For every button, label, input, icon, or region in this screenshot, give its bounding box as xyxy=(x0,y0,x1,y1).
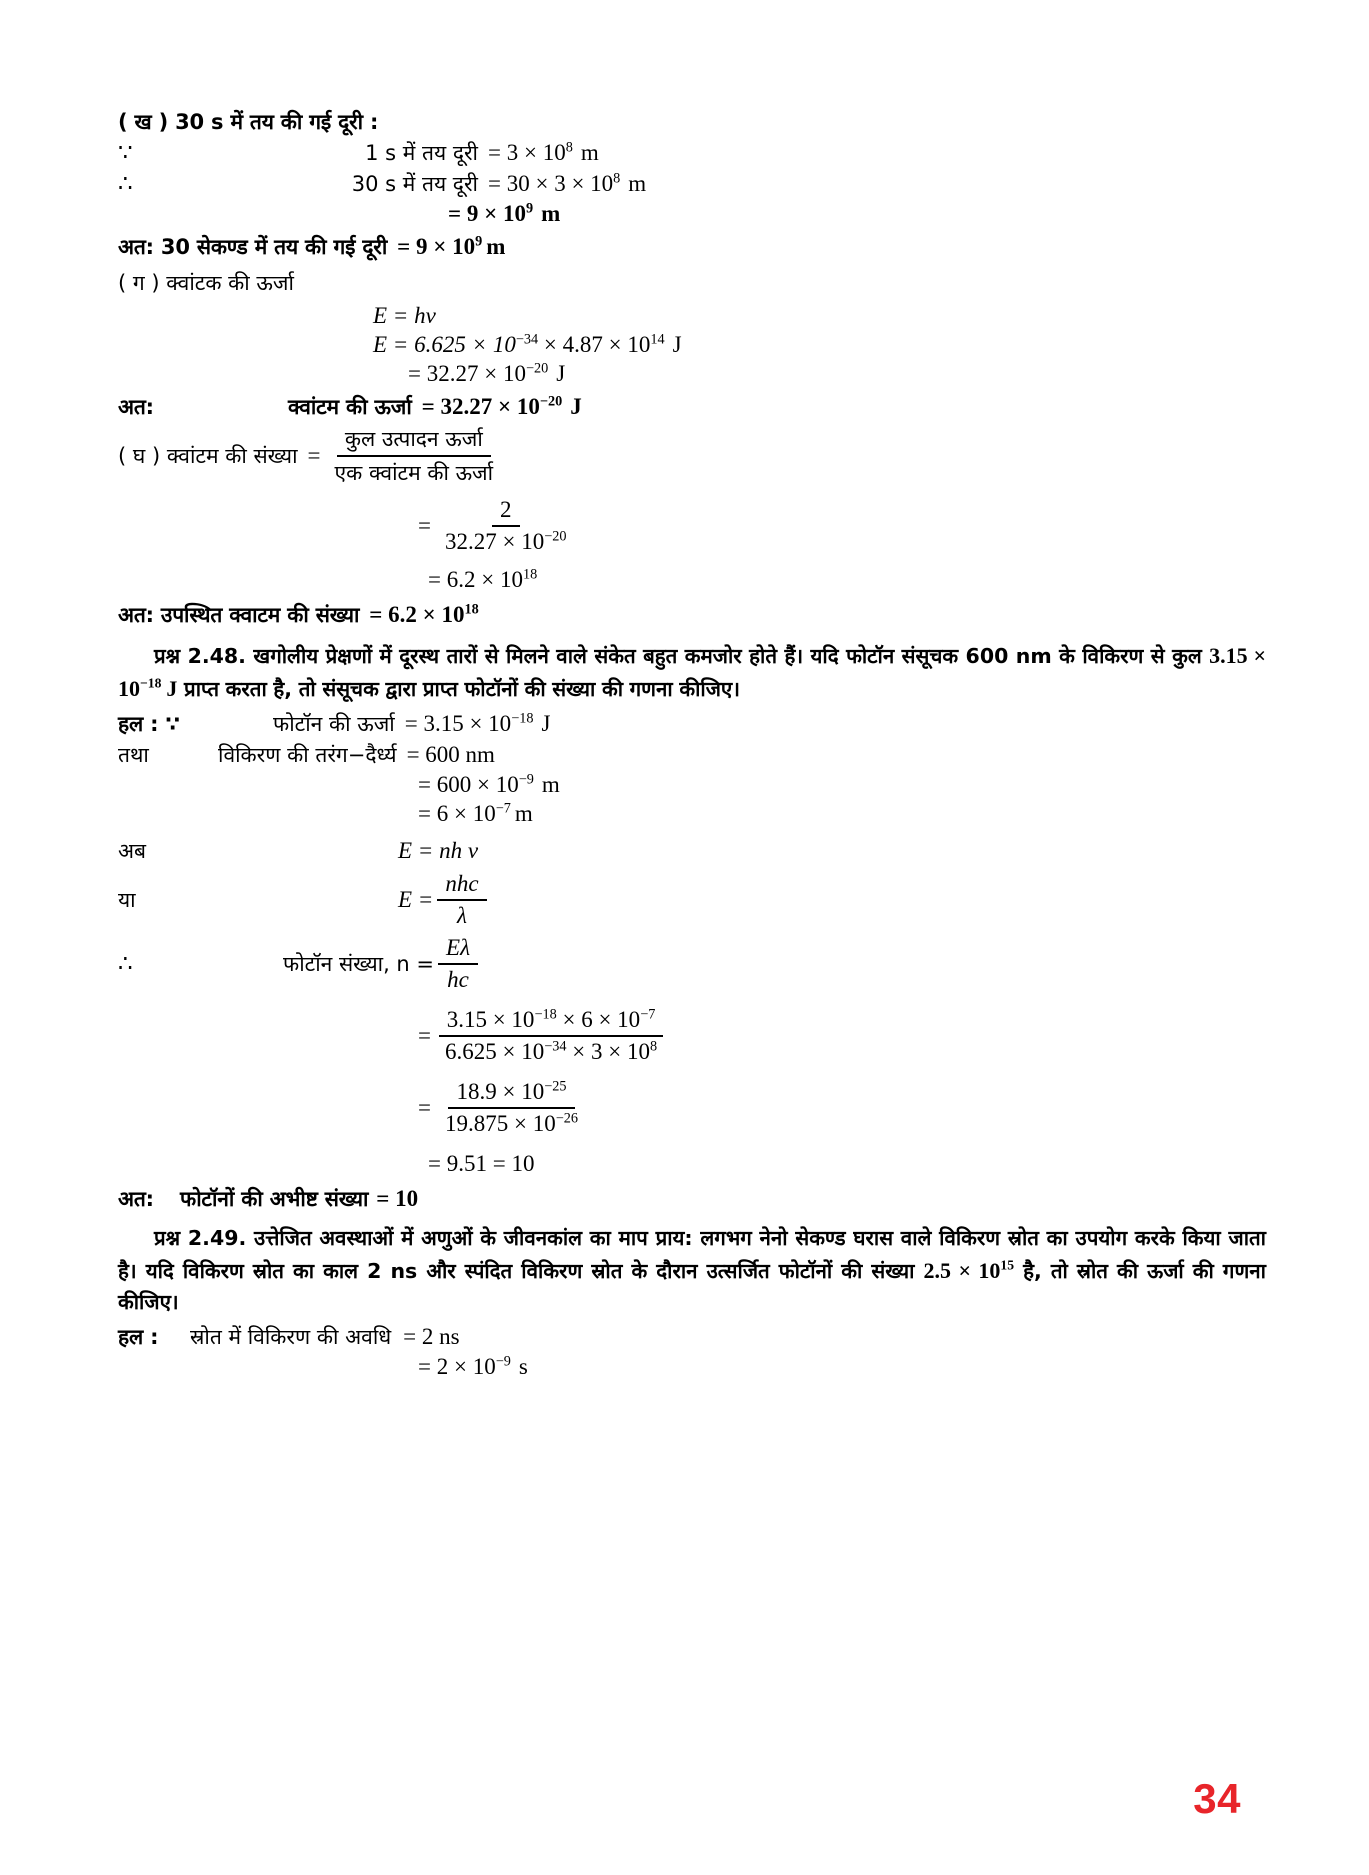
part-kha-unit-1: m xyxy=(580,140,599,165)
question-249-text-2: है, तो स्रोत की ऊर्जा की गणना कीजिए। xyxy=(118,1259,1266,1315)
part-ga-eq2-unit: J xyxy=(672,332,682,357)
part-ga-eq3-unit: J xyxy=(556,361,566,386)
equals-sign-4: = xyxy=(418,1094,431,1120)
equals-sign: = xyxy=(307,443,321,468)
part-ga-eq2: $E = 6.625 \times 10^{-34} \times 4.87 \times 10^{14}$ J xyxy=(373,331,682,357)
fraction-denominator: एक क्वांटम की ऊर्जा xyxy=(334,461,494,485)
solution-248-marker-2: तथा xyxy=(118,742,149,767)
solution-249-eq-1: = 2 ns xyxy=(403,1323,460,1349)
question-248-text-1: खगोलीय प्रेक्षणों में दूरस्थ तारों से मिलने वाले संकेत बहुत कमजोर होते हैं। यदि फोटॉन संसूचक 600 nm के विकिरण से कुल xyxy=(253,644,1210,668)
question-248-number: प्रश्न 2.48. xyxy=(154,644,246,668)
solution-248-fraction-7 xyxy=(438,935,478,993)
part-ga-conclusion xyxy=(118,393,1268,421)
solution-248-big-fraction-1-row xyxy=(418,1007,1268,1065)
equals-sign-2: = xyxy=(418,513,431,538)
question-249-number: प्रश्न 2.49. xyxy=(154,1225,247,1250)
part-gha-heading-row xyxy=(118,425,1268,487)
part-kha-line-1 xyxy=(118,139,1268,167)
solution-248-marker-6: या xyxy=(118,887,136,912)
part-gha-word-fraction xyxy=(327,425,502,487)
solution-248-conclusion xyxy=(118,1185,1268,1213)
solution-249-marker: हल : xyxy=(118,1324,159,1349)
solution-248-eq-5: E = nh v xyxy=(398,837,479,863)
part-ga-conclusion-unit: J xyxy=(570,394,582,419)
fraction-numerator: कुल उत्पादन ऊर्जा xyxy=(337,425,491,457)
solution-249-line-2: = $2 \times 10^{-9}$ s xyxy=(418,1352,528,1379)
equals-sign-3: = xyxy=(418,1022,431,1048)
solution-marker: हल : ∵ xyxy=(118,711,180,736)
because-symbol: ∵ xyxy=(118,140,133,165)
fraction-numerator: Eλ xyxy=(438,935,478,965)
part-ga-eq3: = $32.27 \times 10^{-20}$ J xyxy=(408,360,566,386)
fraction-denominator: $19.875 \times 10^{-26}$ xyxy=(444,1110,579,1136)
part-kha-eq-2: = $30 \times 3 \times 10^8$ xyxy=(488,170,621,196)
solution-248-big-fraction-2 xyxy=(437,1079,586,1137)
solution-249-unit-2: s xyxy=(518,1353,528,1379)
part-kha-result xyxy=(448,201,1268,227)
part-gha-conclusion xyxy=(118,601,1268,629)
solution-248-marker-5: अब xyxy=(118,838,147,863)
part-kha-conclusion-unit: m xyxy=(486,234,506,259)
part-ga-eq1: E = hv xyxy=(373,303,436,328)
fraction-denominator: hc xyxy=(447,966,469,992)
solution-248-line-4: = $6 \times 10^{-7}$ m xyxy=(418,800,533,826)
part-kha-unit-2: m xyxy=(628,171,647,196)
solution-248-unit-3: m xyxy=(541,771,560,797)
question-249-value: $2.5 \times 10^{15}$ xyxy=(923,1257,1015,1284)
therefore-symbol-2: ∴ xyxy=(118,950,133,976)
solution-248-conclusion-marker: अत: xyxy=(118,1186,154,1211)
solution-248-big-fraction-2-row xyxy=(418,1079,1268,1137)
fraction-denominator-numeric: $32.27 \times 10^{-20}$ xyxy=(444,528,567,554)
solution-248-conclusion-eq: = 10 xyxy=(376,1185,419,1211)
part-kha-result-unit: m xyxy=(541,201,561,226)
question-249 xyxy=(118,1223,1266,1319)
part-kha-result-eq: = $9 \times 10^9$ xyxy=(448,200,534,226)
solution-248-line-1 xyxy=(118,710,1268,738)
therefore-symbol: ∴ xyxy=(118,171,133,196)
part-gha-conclusion-eq: = $6.2 \times 10^{18}$ xyxy=(369,601,479,627)
solution-249-label-1: स्रोत में विकिरण की अवधि xyxy=(190,1324,392,1349)
fraction-denominator: $6.625 \times 10^{-34} \times 3 \times 10^8$ xyxy=(444,1038,658,1064)
fraction-numerator-numeric: 2 xyxy=(492,497,520,527)
solution-248-final: = 9.51 = 10 xyxy=(428,1150,535,1176)
solution-248-eq-1: = $3.15 \times 10^{-18}$ xyxy=(404,710,534,736)
part-kha-eq-1: = $3 \times 10^8$ xyxy=(488,139,573,165)
solution-248-unit-4: m xyxy=(514,800,533,826)
page-number: 34 xyxy=(1193,1775,1241,1822)
question-248-text-2: प्राप्त करता है, तो संसूचक द्वारा प्राप्त फोटॉनों की संख्या की गणना कीजिए। xyxy=(177,677,741,702)
fraction-numerator: $3.15 \times 10^{-18} \times 6 \times 10^{-7}$ xyxy=(439,1007,664,1037)
solution-248-label-7: फोटॉन संख्या, n = xyxy=(283,951,435,976)
fraction-denominator: λ xyxy=(456,902,467,928)
fraction-numerator: $18.9 \times 10^{-25}$ xyxy=(448,1079,574,1109)
part-gha-numeric-fraction xyxy=(437,497,575,555)
page-content xyxy=(118,108,1268,1383)
part-kha-heading: ( ख ) 30 s में तय की गई दूरी : xyxy=(118,110,379,134)
solution-248-line-2 xyxy=(118,741,1268,769)
fraction-numerator: nhc xyxy=(437,871,486,901)
question-248-value: $3.15 \times 10^{-18}$ J xyxy=(118,643,1266,702)
part-ga-conclusion-marker: अत: xyxy=(118,395,154,419)
solution-248-line-3: = $600 \times 10^{-9}$ m xyxy=(418,771,560,797)
solution-248-eq-6-lhs: E = xyxy=(398,886,434,912)
solution-248-unit-1: J xyxy=(541,710,551,736)
question-249-text-1: उत्तेजित अवस्थाओं में अणुओं के जीवनकांल का माप प्राय: लगभग नेनो सेकण्ड घरास वाले विकिरण स्रोत का उपयोग करके किया जाता है। यदि विकिरण स्रोत का काल 2 ns और स्पंदित विकिरण स्रोत के दौरान उत्सर्जित फोटॉनों की संख्या xyxy=(118,1225,1266,1284)
part-ga-conclusion-eq: = $32.27 \times 10^{-20}$ xyxy=(421,393,563,419)
solution-248-label-2: विकिरण की तरंग−दैर्ध्य xyxy=(218,742,397,767)
solution-248-line-5 xyxy=(118,837,1268,865)
part-ga-conclusion-label: क्वांटम की ऊर्जा xyxy=(288,395,412,419)
question-248 xyxy=(118,639,1266,706)
part-kha-label-1: 1 s में तय दूरी xyxy=(365,141,478,165)
part-ga-heading: ( ग ) क्वांटक की ऊर्जा xyxy=(118,271,294,295)
part-gha-heading: ( घ ) क्वांटम की संख्या xyxy=(118,444,298,468)
part-kha-line-2 xyxy=(118,170,1268,198)
solution-248-label-1: फोटॉन की ऊर्जा xyxy=(273,711,395,736)
part-kha-conclusion-prefix: अत: 30 सेकण्ड में तय की गई दूरी xyxy=(118,235,388,259)
part-gha-result: = $6.2 \times 10^{18}$ xyxy=(428,566,538,592)
solution-248-eq-2: = 600 nm xyxy=(406,741,495,767)
solution-248-big-fraction-1 xyxy=(437,1007,665,1065)
part-kha-conclusion-eq: = $9 \times 10^9$ xyxy=(397,233,483,259)
solution-248-fraction-6 xyxy=(437,871,486,929)
part-kha-conclusion xyxy=(118,233,1268,261)
solution-248-line-7 xyxy=(118,935,1268,993)
part-gha-numeric-fraction-row xyxy=(418,497,1268,555)
solution-249-line-1 xyxy=(118,1323,1268,1351)
solution-248-conclusion-label: फोटॉनों की अभीष्ट संख्या xyxy=(180,1186,369,1211)
solution-248-line-6 xyxy=(118,871,1268,929)
part-gha-conclusion-prefix: अत: उपस्थित क्वाटम की संख्या xyxy=(118,603,360,627)
part-kha-label-2: 30 s में तय दूरी xyxy=(351,172,478,196)
